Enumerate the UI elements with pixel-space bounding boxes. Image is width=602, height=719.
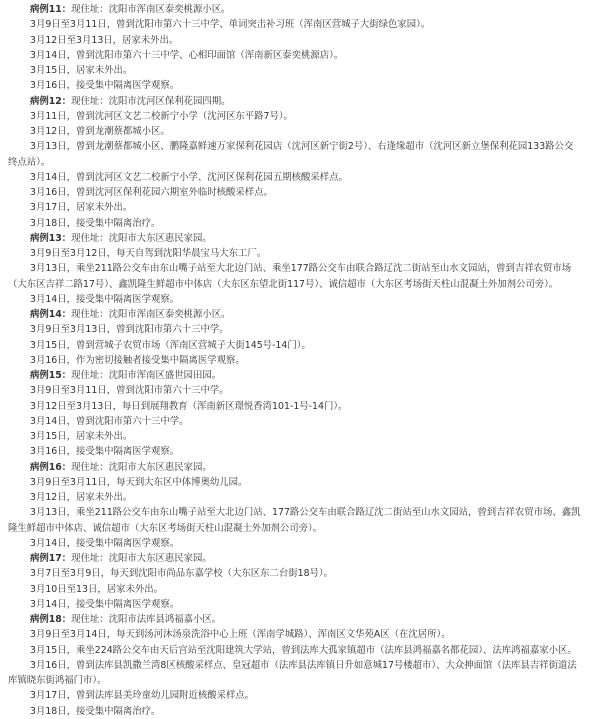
itinerary-entry: 3月16日，曾到法库县凯撒兰湾8区核酸采样点、皇冠超市（法库县法库镇日升如意城17号楼超市）、大众抻面馆（法库县吉祥街道法 [30, 659, 577, 671]
itinerary-entry: 3月13日，乘坐211路公交车由东山嘴子站至大北边门站、177路公交车由联合路辽沈二街站至山水文园站，曾到吉祥农贸市场、鑫凯 [30, 507, 581, 519]
itinerary-entry: 3月14日，接受集中隔离医学观察。 [30, 537, 180, 549]
case-address: 现住址：沈阳市大东区惠民家园。 [71, 553, 212, 564]
itinerary-entry: 3月14日，曾到沈阳市第六十三中学。 [30, 415, 189, 427]
entry-continuation: （大东区吉祥二路17号）、鑫凯隆生鲜超市中体店（大东区东望北街117号）、诚信超市（大东区考场街天柱山混凝土外加剂公司旁）。 [8, 278, 559, 290]
itinerary-entry: 3月15日，曾到营城子农贸市场（浑南区营城子大街145号-14门）。 [30, 339, 311, 351]
case-address: 现住址：沈阳市法库县鸿福嘉小区。 [71, 614, 222, 625]
itinerary-entry: 3月9日至3月11日，曾到沈阳市第六十三中学、单词突击补习班（浑南区营城子大街绿色家园）。 [30, 19, 431, 31]
case-label: 病例13： [30, 232, 72, 244]
itinerary-entry: 3月14日，曾到沈河区文艺二校新宁小学、沈河区保利花园五期核酸采样点。 [30, 171, 348, 183]
case-label: 病例17： [30, 553, 72, 564]
itinerary-entry: 3月9日至3月11日，每天到大东区中体博奥幼儿园。 [30, 476, 248, 488]
itinerary-entry: 3月9日至3月13日，曾到沈阳市第六十三中学。 [30, 324, 229, 336]
case-address: 现住址：沈阳市浑南区盛世园田园。 [71, 370, 222, 381]
itinerary-entry: 3月15日，居家未外出。 [30, 65, 133, 76]
case-header [6, 2, 596, 17]
itinerary-entry: 3月16日，作为密切接触者接受集中隔离医学观察。 [30, 354, 245, 366]
itinerary-entry: 3月12日，居家未外出。 [30, 492, 133, 503]
case-address: 现住址：沈阳市沈河区保利花园四期。 [71, 95, 231, 107]
case-header [6, 231, 596, 246]
itinerary-entry: 3月12日，曾到龙潮蔡都城小区。 [30, 126, 170, 137]
itinerary-entry: 3月9日至3月12日，每天自驾到沈阳华晨宝马大东工厂。 [30, 248, 267, 259]
case-label: 病例14： [30, 309, 72, 320]
itinerary-entry: 3月15日，居家未外出。 [30, 431, 133, 442]
itinerary-entry: 3月11日，曾到沈河区文艺二校新宁小学（沈河区东平路7号）。 [30, 110, 293, 122]
case-address: 现住址：沈阳市浑南区泰奕桃源小区。 [71, 4, 231, 15]
itinerary-entry: 3月9日至3月11日，曾到沈阳市第六十三中学。 [30, 385, 229, 397]
itinerary-entry: 3月18日，接受集中隔离治疗。 [30, 705, 161, 717]
entry-continuation: 库镇晓东街鸿福门市）。 [8, 675, 107, 686]
case-header [6, 460, 596, 475]
case-label: 病例12： [30, 95, 72, 107]
itinerary-entry: 3月15日，乘坐224路公交车由天后宫站至沈阳建筑大学站，曾到法库大孤家镇超市（法库县鸿福嘉名都花园）、法库鸿福嘉家小区。 [30, 644, 577, 656]
itinerary-entry: 3月14日，接受集中隔离医学观察。 [30, 293, 180, 305]
case-address: 现住址：沈阳市大东区惠民家园。 [71, 232, 212, 244]
itinerary-entry: 3月13日，曾到龙潮蔡都城小区、鹏隆嘉鲜速万家保利花园店（沈河区新宁街2号）、右逢缘超市（沈河区新立堡保利花园133路公交 [30, 141, 574, 153]
itinerary-entry: 3月14日，接受集中隔离医学观察。 [30, 598, 180, 610]
entry-continuation: 终点站）。 [8, 156, 51, 168]
itinerary-entry: 3月16日，接受集中隔离医学观察。 [30, 80, 180, 92]
itinerary-entry: 3月9日至3月14日，每天到汤河沐汤泉洗浴中心上班（浑南学城路）、浑南区文华苑A区（在沈居所）。 [30, 629, 451, 641]
case-label: 病例16： [30, 461, 72, 473]
case-label: 病例18： [30, 614, 72, 625]
itinerary-entry: 3月16日，接受集中隔离医学观察。 [30, 446, 180, 458]
case-header [6, 612, 596, 627]
itinerary-entry: 3月12日至3月13日，每日到展翔教育（浑南新区璟悦香湾101-1号-14门）。 [30, 400, 348, 412]
case-header [6, 94, 596, 109]
itinerary-entry: 3月14日，曾到沈阳市第六十三中学、心相印面馆（浑南新区泰奕桃源店）。 [30, 49, 344, 61]
itinerary-entry: 3月16日，曾到沈河区保利花园六期室外临时核酸采样点。 [30, 187, 273, 198]
itinerary-entry: 3月10日至13日，居家未外出。 [30, 583, 163, 595]
itinerary-entry: 3月17日，曾到法库县美玲童幼儿园附近核酸采样点。 [30, 690, 255, 702]
itinerary-entry: 3月12日至3月13日，居家未外出。 [30, 34, 179, 46]
itinerary-entry: 3月18日，接受集中隔离治疗。 [30, 217, 161, 229]
case-label: 病例11： [30, 4, 72, 15]
entry-continuation: 隆生鲜超市中体店、诚信超市（大东区考场街天柱山混凝土外加剂公司旁）。 [8, 522, 323, 534]
case-header [6, 551, 596, 566]
itinerary-entry: 3月17日，居家未外出。 [30, 202, 133, 214]
case-address: 现住址：沈阳市浑南区泰奕桃源小区。 [71, 309, 231, 320]
case-label: 病例15： [30, 370, 72, 381]
case-address: 现住址：沈阳市大东区惠民家园。 [71, 461, 212, 473]
case-header [6, 368, 596, 383]
itinerary-entry: 3月13日，乘坐211路公交车由东山嘴子站至大北边门站、乘坐177路公交车由联合路辽沈二街站至山水文园站，曾到吉祥农贸市场 [30, 263, 572, 275]
case-header [6, 307, 596, 322]
itinerary-entry: 3月7日至3月9日，每天到沈阳市尚品东嘉学校（大东区东二台街18号）。 [30, 568, 333, 580]
